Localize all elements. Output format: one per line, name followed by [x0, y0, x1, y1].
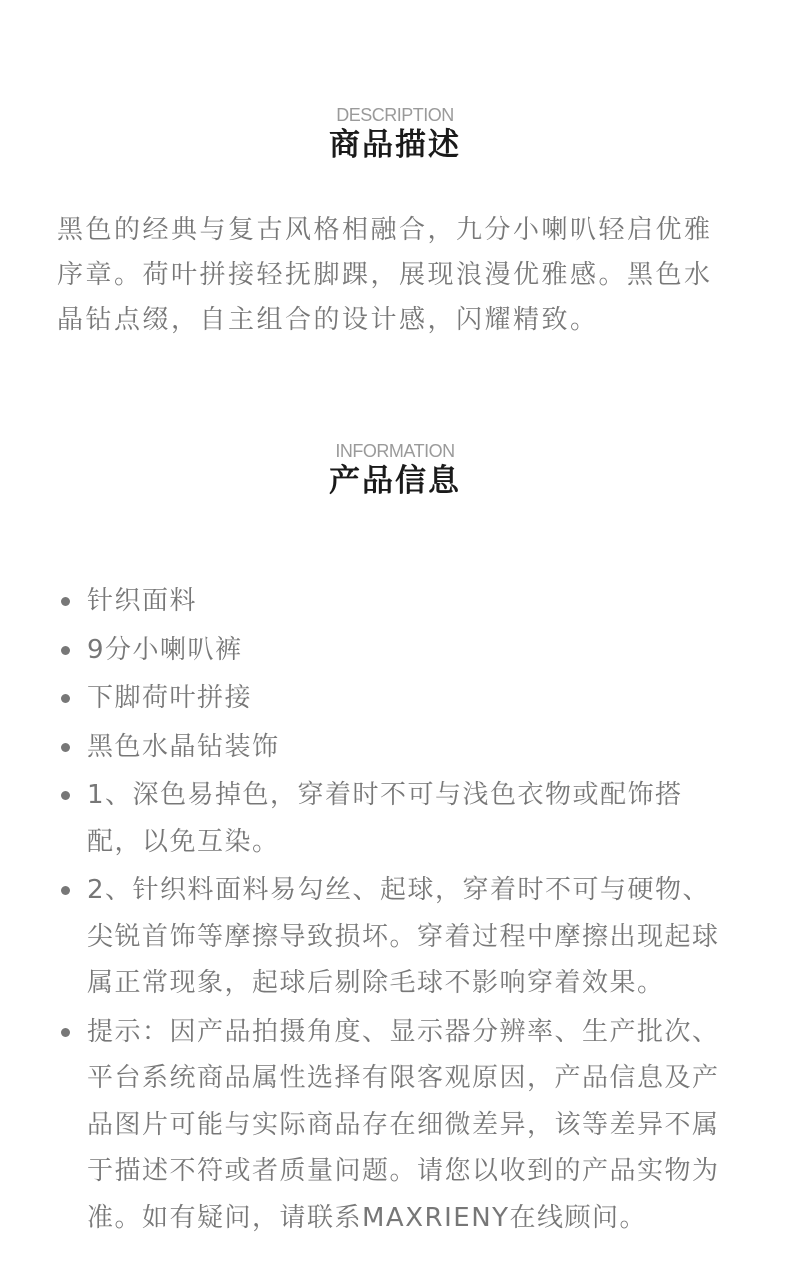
bullet-dot-icon	[61, 646, 70, 655]
list-item	[0, 772, 737, 865]
list-item	[0, 867, 737, 1007]
list-item-text: 提示：因产品拍摄角度、显示器分辨率、生产批次、平台系统商品属性选择有限客观原因，产品信息及产品图片可能与实际商品存在细微差异，该等差异不属于描述不符或者质量问题。请您以收到的产品实物为准。如有疑问，请联系MAXRIENY在线顾问。	[87, 1016, 720, 1233]
list-item-text: 2、针织料面料易勾丝、起球，穿着时不可与硬物、尖锐首饰等摩擦导致损坏。穿着过程中摩擦出现起球属正常现象，起球后剔除毛球不影响穿着效果。	[87, 875, 720, 998]
bullet-dot-icon	[61, 743, 70, 752]
list-item-text: 9分小喇叭裤	[87, 634, 243, 665]
list-item	[0, 675, 737, 722]
bullet-dot-icon	[61, 791, 70, 800]
list-item	[0, 724, 737, 771]
list-item	[0, 627, 737, 674]
information-eyebrow: INFORMATION	[335, 441, 455, 461]
list-item-text: 黑色水晶钻装饰	[87, 731, 280, 762]
bullet-dot-icon	[61, 886, 70, 895]
description-eyebrow: DESCRIPTION	[336, 105, 454, 125]
list-item-text: 1、深色易掉色，穿着时不可与浅色衣物或配饰搭配，以免互染。	[87, 780, 683, 857]
bullet-dot-icon	[61, 1028, 70, 1037]
description-title: 商品描述	[329, 127, 461, 163]
information-title: 产品信息	[329, 463, 461, 499]
list-item-text: 下脚荷叶拼接	[87, 683, 253, 713]
list-item	[0, 1009, 737, 1242]
list-item-text: 针织面料	[87, 586, 198, 616]
bullet-dot-icon	[61, 597, 70, 606]
bullet-dot-icon	[61, 694, 70, 703]
description-text: 黑色的经典与复古风格相融合，九分小喇叭轻启优雅序章。荷叶拼接轻抚脚踝，展现浪漫优雅感。黑色水晶钻点缀，自主组合的设计感，闪耀精致。	[57, 215, 713, 335]
list-item	[0, 578, 737, 625]
information-list	[0, 578, 790, 1243]
information-header	[0, 440, 790, 500]
description-header	[0, 104, 790, 164]
